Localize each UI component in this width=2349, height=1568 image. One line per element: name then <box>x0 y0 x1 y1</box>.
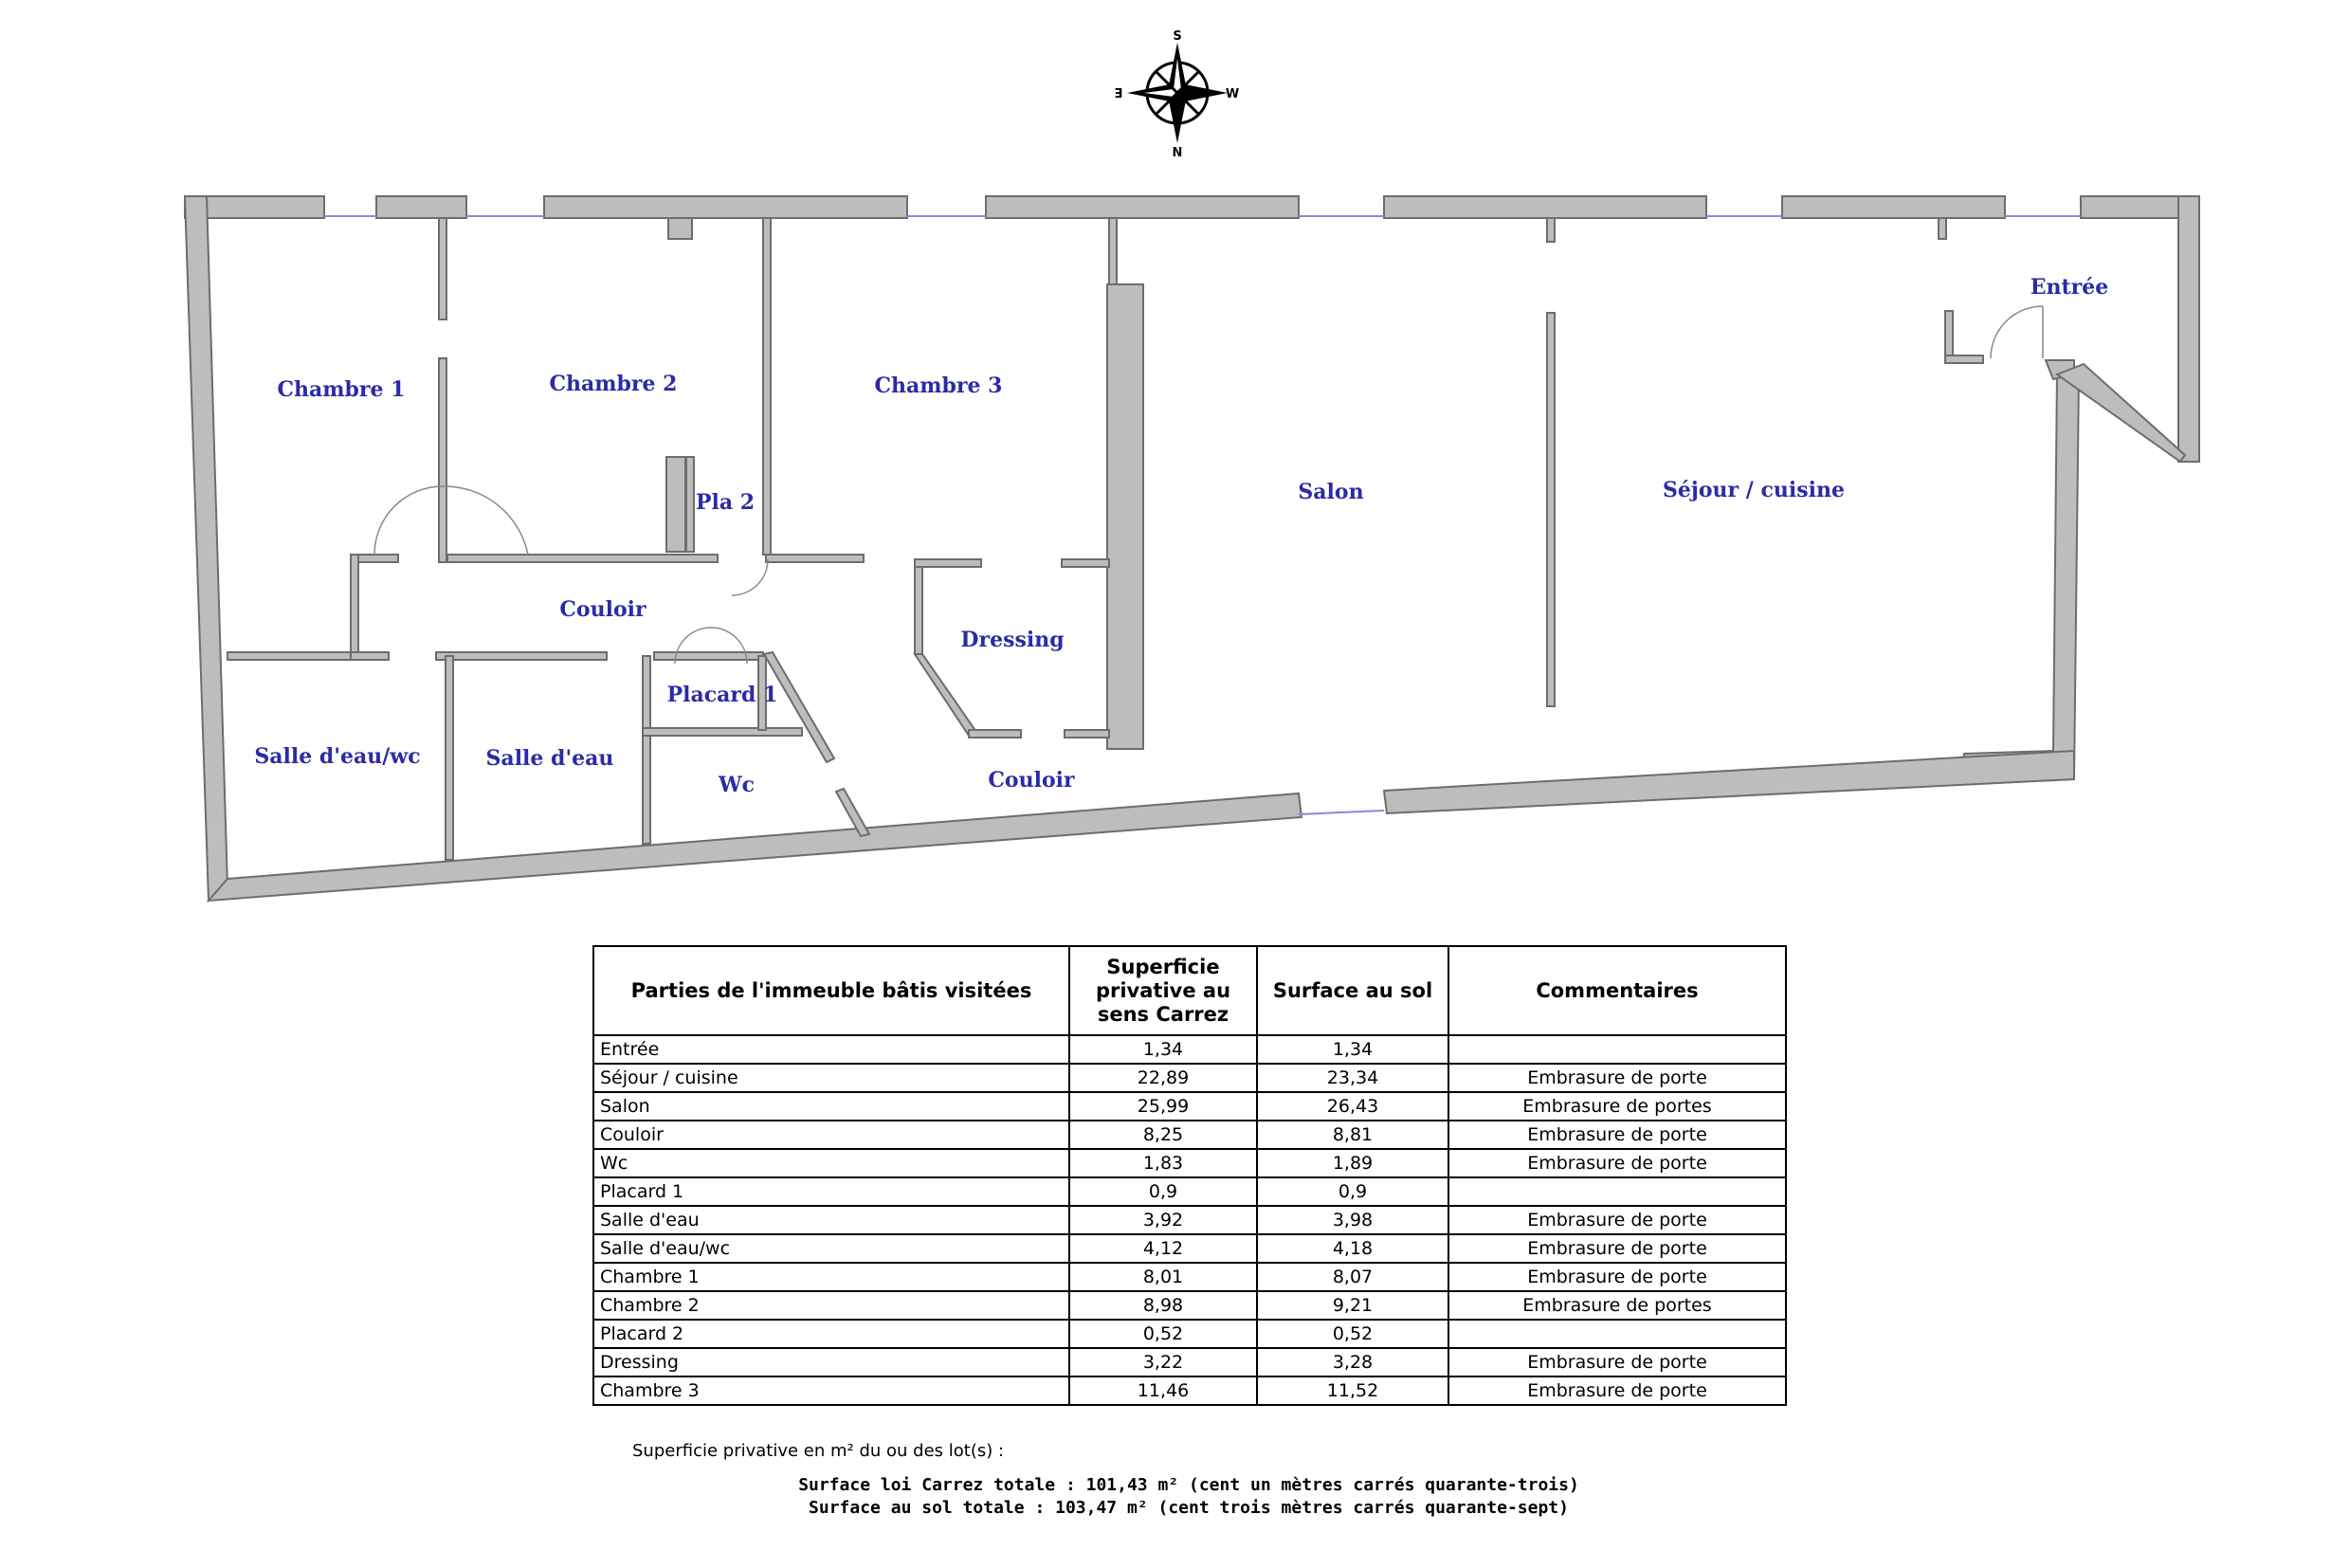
label-placard-2: Pla 2 <box>695 490 756 515</box>
cell-part: Salle d'eau <box>593 1206 1069 1234</box>
label-dressing: Dressing <box>960 628 1065 652</box>
total-carrez: Surface loi Carrez totale : 101,43 m² (cent un mètres carrés quarante-trois) <box>798 1475 1579 1495</box>
cell-sol: 8,07 <box>1257 1263 1448 1291</box>
cell-part: Couloir <box>593 1121 1069 1149</box>
table-row <box>593 1121 1786 1149</box>
surface-table-container <box>592 945 1785 1406</box>
cell-comment: Embrasure de portes <box>1448 1092 1786 1121</box>
cell-sol: 4,18 <box>1257 1234 1448 1263</box>
surface-note: Superficie privative en m² du ou des lot(s) : <box>632 1441 1005 1461</box>
table-row <box>593 1291 1786 1320</box>
table-row <box>593 1092 1786 1121</box>
surface-table <box>592 945 1787 1406</box>
header-sol: Surface au sol <box>1257 946 1448 1035</box>
cell-part: Chambre 1 <box>593 1263 1069 1291</box>
table-row <box>593 1149 1786 1177</box>
cell-part: Entrée <box>593 1035 1069 1064</box>
cell-comment: Embrasure de porte <box>1448 1064 1786 1092</box>
table-header-row <box>593 946 1786 1035</box>
cell-comment: Embrasure de porte <box>1448 1121 1786 1149</box>
compass-south: S <box>1173 29 1182 44</box>
cell-carrez: 0,52 <box>1069 1320 1257 1348</box>
compass-north: N <box>1172 146 1183 160</box>
cell-sol: 8,81 <box>1257 1121 1448 1149</box>
room-labels <box>254 275 2108 797</box>
cell-comment: Embrasure de porte <box>1448 1206 1786 1234</box>
label-couloir-bottom: Couloir <box>988 768 1075 793</box>
label-wc: Wc <box>718 773 756 797</box>
cell-carrez: 25,99 <box>1069 1092 1257 1121</box>
table-row <box>593 1320 1786 1348</box>
label-chambre-2: Chambre 2 <box>549 372 678 396</box>
cell-part: Salon <box>593 1092 1069 1121</box>
table-row <box>593 1377 1786 1405</box>
cell-sol: 0,9 <box>1257 1177 1448 1206</box>
label-salon: Salon <box>1298 480 1364 504</box>
cell-comment: Embrasure de porte <box>1448 1377 1786 1405</box>
cell-comment: Embrasure de porte <box>1448 1263 1786 1291</box>
cell-part: Wc <box>593 1149 1069 1177</box>
header-parties: Parties de l'immeuble bâtis visitées <box>593 946 1069 1035</box>
compass-west: W <box>1225 87 1240 101</box>
label-salle-eau-wc: Salle d'eau/wc <box>254 744 421 769</box>
label-sejour-cuisine: Séjour / cuisine <box>1663 478 1845 502</box>
cell-carrez: 1,34 <box>1069 1035 1257 1064</box>
table-body <box>593 1035 1786 1405</box>
cell-carrez: 8,25 <box>1069 1121 1257 1149</box>
cell-part: Chambre 2 <box>593 1291 1069 1320</box>
cell-carrez: 0,9 <box>1069 1177 1257 1206</box>
label-chambre-3: Chambre 3 <box>874 374 1003 398</box>
cell-comment: Embrasure de porte <box>1448 1234 1786 1263</box>
table-row <box>593 1263 1786 1291</box>
cell-part: Séjour / cuisine <box>593 1064 1069 1092</box>
cell-comment <box>1448 1177 1786 1206</box>
table-row <box>593 1035 1786 1064</box>
table-row <box>593 1234 1786 1263</box>
compass-east: E <box>1114 84 1123 99</box>
cell-sol: 3,28 <box>1257 1348 1448 1377</box>
cell-sol: 1,34 <box>1257 1035 1448 1064</box>
table-row <box>593 1064 1786 1092</box>
total-sol: Surface au sol totale : 103,47 m² (cent trois mètres carrés quarante-sept) <box>809 1498 1569 1518</box>
cell-sol: 11,52 <box>1257 1377 1448 1405</box>
cell-carrez: 8,01 <box>1069 1263 1257 1291</box>
table-row <box>593 1206 1786 1234</box>
cell-part: Placard 2 <box>593 1320 1069 1348</box>
cell-part: Salle d'eau/wc <box>593 1234 1069 1263</box>
cell-part: Placard 1 <box>593 1177 1069 1206</box>
cell-carrez: 11,46 <box>1069 1377 1257 1405</box>
outer-walls <box>185 196 2199 901</box>
cell-comment: Embrasure de porte <box>1448 1348 1786 1377</box>
cell-carrez: 22,89 <box>1069 1064 1257 1092</box>
cell-carrez: 3,22 <box>1069 1348 1257 1377</box>
header-commentaires: Commentaires <box>1448 946 1786 1035</box>
cell-sol: 9,21 <box>1257 1291 1448 1320</box>
label-couloir-top: Couloir <box>559 597 646 622</box>
cell-sol: 23,34 <box>1257 1064 1448 1092</box>
label-chambre-1: Chambre 1 <box>277 377 406 402</box>
cell-comment <box>1448 1320 1786 1348</box>
windows <box>324 216 2081 814</box>
cell-comment <box>1448 1035 1786 1064</box>
label-salle-eau: Salle d'eau <box>485 746 614 771</box>
table-row <box>593 1348 1786 1377</box>
cell-sol: 3,98 <box>1257 1206 1448 1234</box>
label-entree: Entrée <box>2030 275 2109 300</box>
cell-carrez: 3,92 <box>1069 1206 1257 1234</box>
table-row <box>593 1177 1786 1206</box>
cell-part: Chambre 3 <box>593 1377 1069 1405</box>
cell-comment: Embrasure de porte <box>1448 1149 1786 1177</box>
cell-carrez: 4,12 <box>1069 1234 1257 1263</box>
label-placard-1: Placard 1 <box>666 683 778 707</box>
header-carrez: Superficie privative au sens Carrez <box>1069 946 1257 1035</box>
compass-rose <box>1115 29 1240 160</box>
cell-sol: 26,43 <box>1257 1092 1448 1121</box>
cell-part: Dressing <box>593 1348 1069 1377</box>
cell-comment: Embrasure de portes <box>1448 1291 1786 1320</box>
cell-sol: 0,52 <box>1257 1320 1448 1348</box>
cell-carrez: 1,83 <box>1069 1149 1257 1177</box>
cell-carrez: 8,98 <box>1069 1291 1257 1320</box>
cell-sol: 1,89 <box>1257 1149 1448 1177</box>
